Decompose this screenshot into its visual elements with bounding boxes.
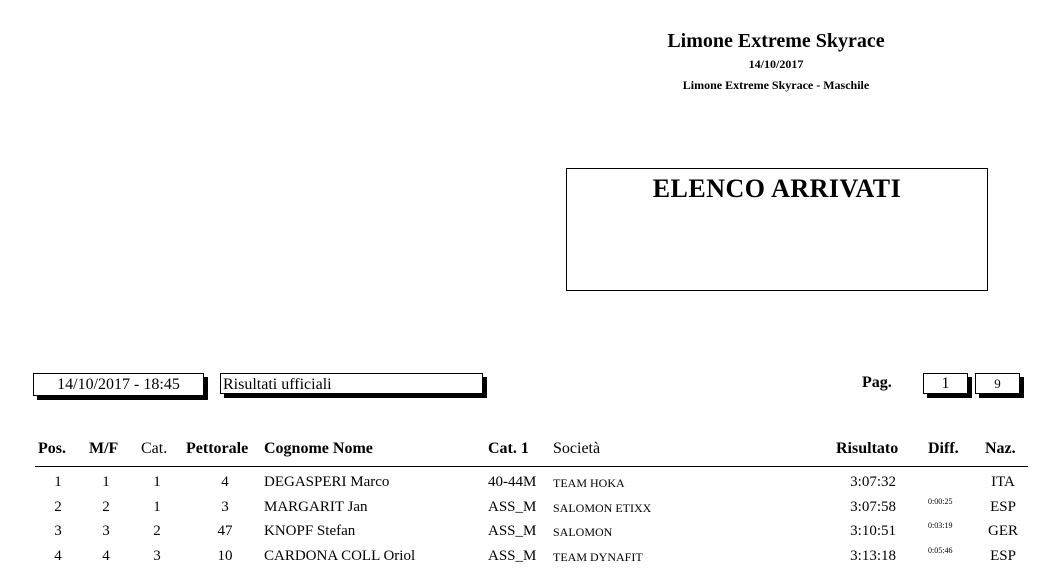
timestamp-box: 14/10/2017 - 18:45: [33, 373, 204, 396]
event-date: 14/10/2017: [748, 57, 804, 71]
report-title: ELENCO ARRIVATI: [652, 174, 902, 203]
cell-cat1: ASS_M: [488, 498, 537, 515]
status-box: Risultati ufficiali: [220, 373, 483, 394]
cell-mf: 1: [102, 474, 110, 490]
cell-naz: GER: [988, 523, 1018, 539]
cell-risultato: 3:13:18: [850, 547, 896, 564]
table-row: [0, 545, 1059, 572]
report-title-box: [566, 168, 988, 291]
cell-societa: TEAM DYNAFIT: [553, 549, 643, 564]
col-header-diff: Diff.: [928, 440, 959, 457]
table-row: [0, 496, 1059, 523]
col-header-name: Cognome Nome: [264, 440, 373, 457]
cell-mf: 2: [102, 498, 110, 515]
cell-name: CARDONA COLL Oriol: [264, 547, 416, 564]
col-header-pos: Pos.: [38, 440, 66, 457]
page-total: 9: [975, 373, 1020, 394]
cell-risultato: 3:07:58: [850, 498, 896, 515]
cell-diff: 0:05:46: [928, 545, 953, 555]
cell-cat1: ASS_M: [488, 523, 537, 539]
cell-naz: ESP: [990, 498, 1016, 515]
col-header-risultato: Risultato: [836, 440, 899, 457]
cell-pos: 4: [54, 547, 62, 564]
cell-naz: ITA: [991, 474, 1015, 490]
cell-pettorale: 10: [217, 547, 233, 564]
cell-cat: 3: [153, 547, 161, 564]
cell-cat1: ASS_M: [488, 547, 537, 564]
col-header-naz: Naz.: [985, 440, 1016, 457]
cell-risultato: 3:07:32: [850, 474, 896, 490]
cell-mf: 4: [102, 547, 110, 564]
col-header-cat1: Cat. 1: [488, 440, 529, 457]
cell-pos: 2: [54, 498, 62, 515]
header-divider: [35, 466, 1028, 467]
cell-societa: SALOMON ETIXX: [553, 500, 652, 515]
event-subtitle: Limone Extreme Skyrace - Maschile: [682, 78, 870, 92]
page-current: 1: [923, 373, 968, 394]
cell-societa: SALOMON: [553, 525, 613, 539]
cell-name: MARGARIT Jan: [264, 498, 368, 515]
cell-diff: 0:00:25: [928, 496, 953, 506]
cell-pettorale: 3: [221, 498, 229, 515]
cell-risultato: 3:10:51: [850, 523, 896, 539]
col-header-pettorale: Pettorale: [186, 440, 249, 457]
cell-cat1: 40-44M: [488, 474, 537, 490]
table-row: [0, 523, 1059, 547]
col-header-cat: Cat.: [141, 440, 168, 457]
cell-cat: 1: [153, 474, 161, 490]
cell-mf: 3: [102, 523, 110, 539]
cell-societa: TEAM HOKA: [553, 476, 625, 490]
cell-pettorale: 47: [217, 523, 233, 539]
cell-cat: 1: [153, 498, 161, 515]
cell-name: KNOPF Stefan: [264, 523, 356, 539]
col-header-societa: Società: [553, 440, 601, 457]
page-label: Pag.: [862, 374, 892, 391]
cell-pos: 3: [54, 523, 62, 539]
col-header-mf: M/F: [89, 440, 119, 457]
cell-cat: 2: [153, 523, 161, 539]
cell-pos: 1: [54, 474, 62, 490]
cell-diff: 0:03:19: [928, 521, 953, 530]
table-row: [0, 474, 1059, 498]
cell-pettorale: 4: [221, 474, 229, 490]
event-title: Limone Extreme Skyrace: [667, 30, 885, 52]
cell-naz: ESP: [990, 547, 1016, 564]
cell-name: DEGASPERI Marco: [264, 474, 390, 490]
